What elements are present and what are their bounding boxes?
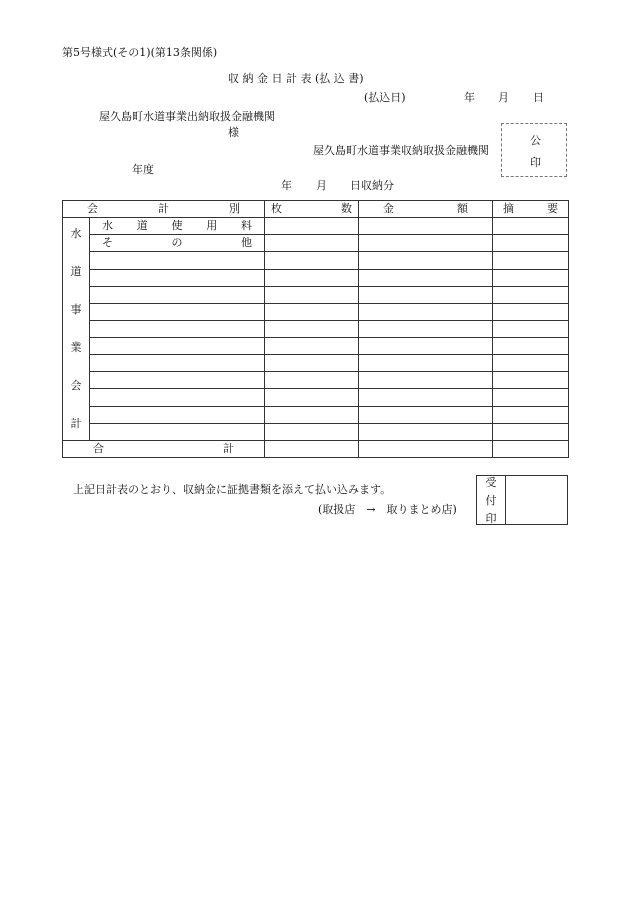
received-month: 月 [316,179,327,192]
total-row [63,440,569,457]
remarks-cell[interactable] [493,252,569,269]
table-row [63,320,569,337]
header-amount: 金 額 [359,201,493,218]
category-cell[interactable] [90,423,265,440]
fiscal-year-label: 年度 [132,163,154,176]
count-cell[interactable] [265,269,359,286]
seal-char: 公 [530,134,541,147]
receipt-seal-area[interactable] [506,476,567,524]
receipt-seal-box [476,475,568,525]
row-other: そ の 他 [90,235,265,252]
remarks-cell[interactable] [493,338,569,355]
category-cell[interactable] [90,338,265,355]
count-cell[interactable] [265,235,359,252]
remarks-cell[interactable] [493,286,569,303]
remarks-cell[interactable] [493,218,569,235]
category-cell[interactable] [90,303,265,320]
category-cell[interactable] [90,320,265,337]
received-year: 年 [281,179,292,192]
count-cell[interactable] [265,423,359,440]
table-row [63,252,569,269]
amount-cell[interactable] [359,355,493,372]
amount-cell[interactable] [359,338,493,355]
category-cell[interactable] [90,406,265,423]
count-cell[interactable] [265,406,359,423]
amount-cell[interactable] [359,372,493,389]
collection-table [62,200,569,458]
payment-date-label: (払込日) [364,91,406,104]
amount-cell[interactable] [359,235,493,252]
table-row [63,372,569,389]
category-cell[interactable] [90,286,265,303]
table-row [63,286,569,303]
count-cell[interactable] [265,218,359,235]
table-row [63,269,569,286]
remarks-cell[interactable] [493,406,569,423]
receipt-seal-label: 受 付 印 [477,476,506,524]
count-cell[interactable] [265,252,359,269]
amount-cell[interactable] [359,218,493,235]
table-row [63,406,569,423]
remarks-cell[interactable] [493,389,569,406]
table-header-row [63,201,569,218]
table-row [63,218,569,235]
official-seal-box [501,123,567,177]
category-cell[interactable] [90,269,265,286]
remarks-cell[interactable] [493,423,569,440]
remarks-cell[interactable] [493,303,569,320]
water-business-account-label: 水 道 事 業 会 計 [63,218,90,441]
remarks-cell[interactable] [493,355,569,372]
total-amount-cell[interactable] [359,440,493,457]
amount-cell[interactable] [359,423,493,440]
payment-date-day: 日 [533,91,544,104]
route-note: (取扱店 → 取りまとめ店) [318,503,457,516]
count-cell[interactable] [265,320,359,337]
category-cell[interactable] [90,252,265,269]
remarks-cell[interactable] [493,320,569,337]
amount-cell[interactable] [359,303,493,320]
amount-cell[interactable] [359,269,493,286]
table-row [63,235,569,252]
row-water-usage-fee: 水 道 使 用 料 [90,218,265,235]
header-category: 会 計 別 [63,201,265,218]
count-cell[interactable] [265,372,359,389]
count-cell[interactable] [265,389,359,406]
addressee-honorific: 様 [228,126,239,139]
payment-date-year: 年 [464,91,475,104]
sender-name: 屋久島町水道事業収納取扱金融機関 [313,144,489,157]
category-cell[interactable] [90,372,265,389]
remarks-cell[interactable] [493,235,569,252]
header-count: 枚 数 [265,201,359,218]
amount-cell[interactable] [359,389,493,406]
form-number: 第5号様式(その1)(第13条関係) [62,46,218,59]
count-cell[interactable] [265,303,359,320]
count-cell[interactable] [265,338,359,355]
table-row [63,423,569,440]
amount-cell[interactable] [359,252,493,269]
total-remarks-cell[interactable] [493,440,569,457]
remarks-cell[interactable] [493,372,569,389]
form-title: 収 納 金 日 計 表 (払 込 書) [228,72,364,85]
count-cell[interactable] [265,355,359,372]
seal-char: 印 [530,156,541,169]
table-row [63,303,569,320]
total-count-cell[interactable] [265,440,359,457]
amount-cell[interactable] [359,406,493,423]
remarks-cell[interactable] [493,269,569,286]
category-cell[interactable] [90,355,265,372]
table-row [63,389,569,406]
payment-date-month: 月 [498,91,509,104]
total-label: 合 計 [63,440,265,457]
received-suffix: 日収納分 [350,179,394,192]
payment-statement: 上記日計表のとおり、収納金に証拠書類を添えて払い込みます。 [73,483,392,496]
header-remarks: 摘 要 [493,201,569,218]
amount-cell[interactable] [359,286,493,303]
amount-cell[interactable] [359,320,493,337]
table-row [63,338,569,355]
category-cell[interactable] [90,389,265,406]
addressee-name: 屋久島町水道事業出納取扱金融機関 [99,110,275,123]
count-cell[interactable] [265,286,359,303]
table-row [63,355,569,372]
